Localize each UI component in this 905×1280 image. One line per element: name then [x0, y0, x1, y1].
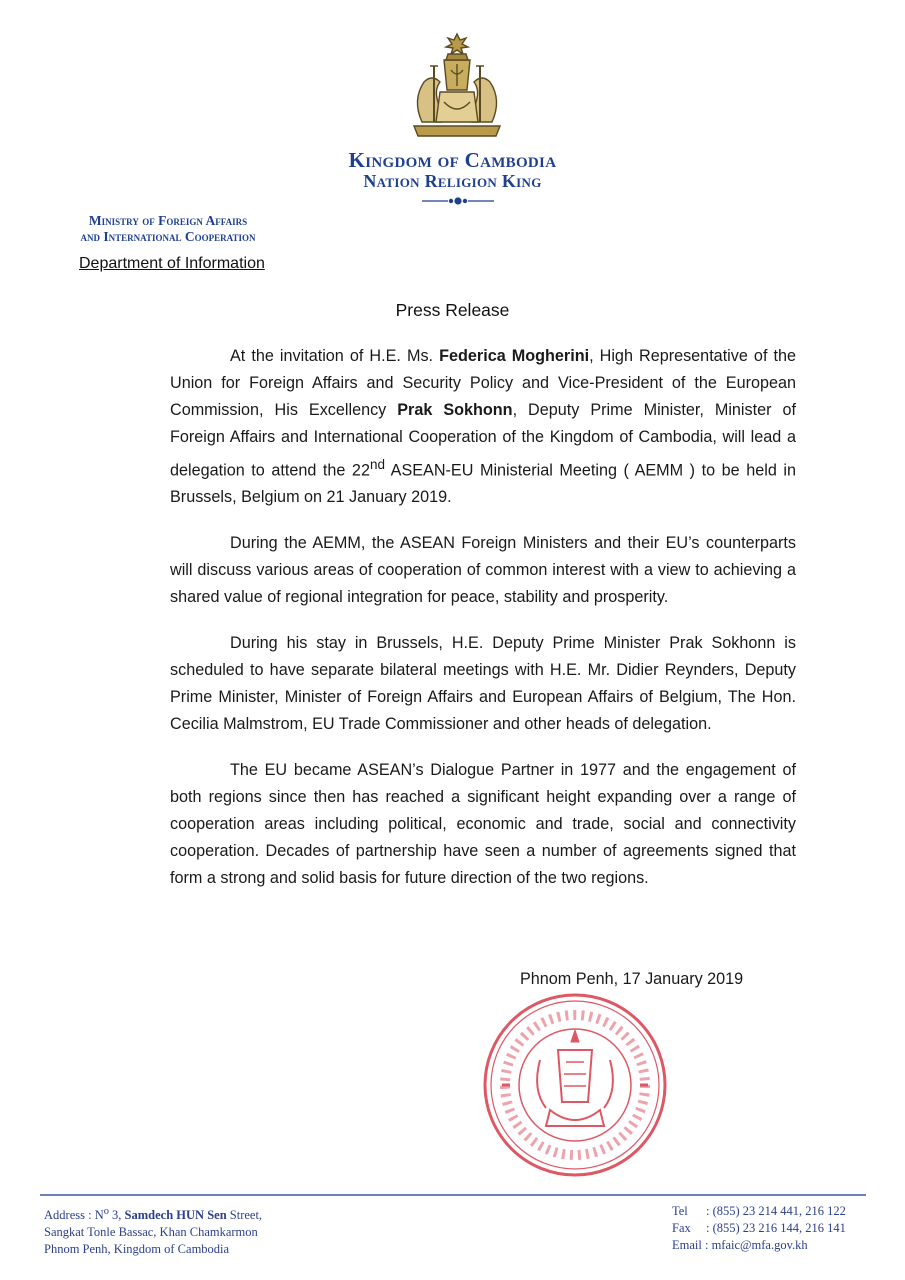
- p1-text-e: , Deputy Prime Minister, Minister of Foreign Affairs and International Cooperation of the Kingdom of Cambodia, will lead a delegation to attend the 22: [170, 401, 796, 480]
- place-and-date: Phnom Penh, 17 January 2019: [520, 970, 744, 988]
- document-title: Press Release: [395, 300, 510, 320]
- paragraph-3: During his stay in Brussels, H.E. Deputy Prime Minister Prak Sokhonn is scheduled to have separate bilateral meetings with H.E. Mr. Didier Reynders, Deputy Prime Minister, Minister of Foreign Affairs and European Affairs of Belgium, The Hon. Cecilia Malmstrom, EU Trade Commissioner and other heads of delegation.: [170, 634, 796, 734]
- paragraph-1: [170, 343, 796, 511]
- contact-fax: Fax : (855) 23 216 144, 216 141: [672, 1221, 846, 1235]
- address-line-2: Sangkat Tonle Bassac, Khan Chamkarmon: [44, 1225, 258, 1240]
- address-line-3: Phnom Penh, Kingdom of Cambodia: [44, 1242, 230, 1257]
- p1-ordinal-suffix: nd: [369, 457, 385, 472]
- p1-name-mogherini: Federica Mogherini: [439, 347, 590, 365]
- contact-tel: Tel : (855) 23 214 441, 216 122: [672, 1204, 846, 1218]
- footer-address: [44, 1203, 262, 1258]
- paragraph-4: The EU became ASEAN’s Dialogue Partner in 1977 and the engagement of both regions since then has reached a significant height expanding over a range of cooperation areas including political, economic and trade, social and connectivity cooperation. Decades of partnership have seen a number of agreements signed that form a strong and solid basis for future direction of the two regions.: [170, 761, 796, 888]
- p1-name-sokhonn: Prak Sokhonn: [397, 401, 513, 419]
- p1-text-f: ASEAN-EU Ministerial Meeting ( AEMM ) to be held in Brussels, Belgium on 21 January 2019.: [170, 461, 796, 507]
- ministry-name-line1: Ministry of Foreign Affairs: [88, 213, 248, 228]
- kingdom-title: Kingdom of Cambodia: [348, 148, 557, 172]
- address-line-1: Address : $N^o$ 3, Samdech HUN Sen Street,: [44, 1206, 263, 1223]
- email-link[interactable]: : mfaic@mfa.gov.kh: [704, 1238, 808, 1252]
- department-name: Department of Information: [79, 255, 265, 272]
- p1-text-c: , High Representative of the Union for Foreign Affairs and Security Policy and Vice-President of the European Commission, His Excellency: [170, 347, 796, 419]
- ministry-name-line2: and International Cooperation: [80, 229, 256, 244]
- royal-coat-of-arms-icon: [404, 30, 510, 140]
- footer-contact: [672, 1203, 846, 1254]
- paragraph-2: During the AEMM, the ASEAN Foreign Ministers and their EU’s counterparts will discuss various areas of cooperation of common interest with a view to achieving a shared value of regional integration for peace, stability and prosperity.: [170, 534, 796, 607]
- footer-divider: [40, 1194, 866, 1196]
- contact-email: Email : mfaic@mfa.gov.kh: [672, 1238, 808, 1252]
- national-motto: Nation Religion King: [363, 171, 542, 191]
- p1-text-a: At the invitation of H.E. Ms.: [230, 347, 440, 365]
- ministry-stamp-icon: [480, 990, 670, 1180]
- press-release-body: [170, 343, 796, 911]
- ornament-divider-icon: [420, 196, 496, 206]
